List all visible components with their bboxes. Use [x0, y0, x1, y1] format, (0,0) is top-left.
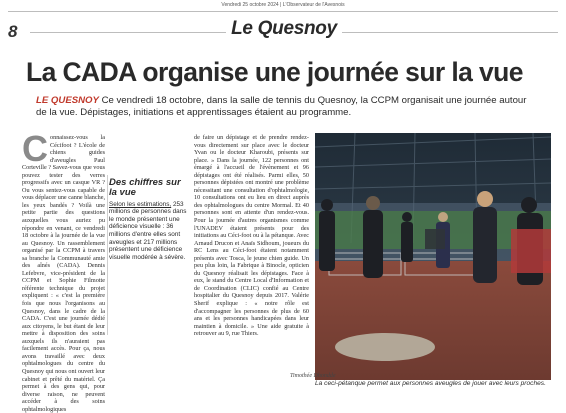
sidebar-body: 253 millions de personnes dans le monde présentent une déficience visuelle : 36 millions d'entre elles sont aveugles et 217 millions présentent une déficience visuelle modérée à sévère. [109, 200, 187, 261]
section-title: Le Quesnoy [231, 18, 337, 39]
article-column-2: de faire un dépistage et de prendre rendez-vous directement sur place avec le docteur Yvan ou le docteur Kharoubi, présents sur place. » Dans la journée, 122 personnes ont émargé à l'accueil de l'évènement et 96 dépistages ont été réalisés. Parmi elles, 50 personnes dépistées ont montré une problème nécessitant une consultation d'ophtalmologie, 10 consultations ont eu lieu en direct auprès des ophtalmologues du centre Mormal. Et 40 personnes sont en attente d'un rendez-vous. Pour la journée d'autres organismes comme l'UNADEV étaient présents pour des initiations au Céci-foot ou à la pétanque. Avec Arnaud Drucon et Anaïs Sidhoum, joueurs du RC Lens au Céci-foot étaient notamment présents avec Tosca, le jeune chien guide. Un peu plus loin, la Fabrique à Binocle, opticien du Quesnoy réalisait les dépistages. Face à eux, le stand du Centre Local d'Information et de Coordination (CLIC) confié au Centre hospitalier du Quesnoy depuis 2017. Valérie Sherif explique : « notre rôle est d'accompagner les personnes de plus de 60 ans et les personnes handicapées dans leur maintien à domicile. » Une aide gratuite à retrouver au 9, rue Thiers. [194, 134, 309, 338]
article-column-1 [22, 128, 105, 413]
photo-caption: La ceci-pétanque permet aux personnes aveugles de jouer avec leurs proches. [315, 380, 546, 387]
header-rule-right [342, 32, 558, 33]
header-rule-top [8, 11, 558, 12]
photo-illustration [315, 133, 551, 380]
page-number: 8 [8, 22, 18, 41]
deck-location: LE QUESNOY [36, 95, 99, 106]
article-column-1-text: onnaissez-vous la Cécifoot ? L'école de chiens guides d'aveugles Paul Corteville ? Savez-vous que vous pouvez tester des verres progressifs avec un casque VR ? Ou vous sentez-vous capable de vous déplacer une canne blanche, les yeux bandés ? Voilà une petite partie des questions auxquelles vous auriez pu répondre en venant, ce vendredi 18 octobre à la journée de la vue au Quesnoy. Un rassemblement organisé par la CCPM à travers sa branche la Communauté amie des aînés (CADA). Dennis Lefebvre, vice-président de la CCPM et Sophie Filmotte référente technique du projet expliquent : « c'est la première fois que nous l'organisons au Quesnoy, dans le cadre de la CADA. C'est une journée dédié aux citoyens, le but étant de leur mettre à disposition des soins auxquels ils n'auraient pas facilement accès. Pour ça, nous avons travaillé avec deux ophtalmologues du centre du Quesnoy qui nous ont ouvert leur cabinet et prêté du matériel. Ça permet à des gens qui, pour diverse raison, ne peuvent accéder à des soins ophtalmologiques [22, 134, 105, 413]
deck-text: Ce vendredi 18 octobre, dans la salle de tennis du Quesnoy, la CCPM organisait une journée autour de la vue. Dépistages, initiations et apprentissages étaient au programme. [36, 95, 527, 118]
running-head: Vendredi 25 octobre 2024 | L'Observateur de l'Avesnois [221, 2, 345, 8]
sidebar-divider [107, 175, 108, 335]
article-photo [315, 133, 551, 380]
sidebar-box [109, 178, 188, 261]
drop-cap: C [22, 128, 48, 169]
sidebar-lead: Selon les estimations, [109, 200, 172, 208]
sidebar-text [109, 201, 188, 262]
header-rule-left [30, 32, 226, 33]
headline: La CADA organise une journée sur la vue [26, 57, 523, 87]
photo-credit: Timothée Dhondde [290, 373, 336, 379]
sidebar-title: Des chiffres sur la vue [109, 177, 181, 198]
deck [36, 95, 536, 118]
